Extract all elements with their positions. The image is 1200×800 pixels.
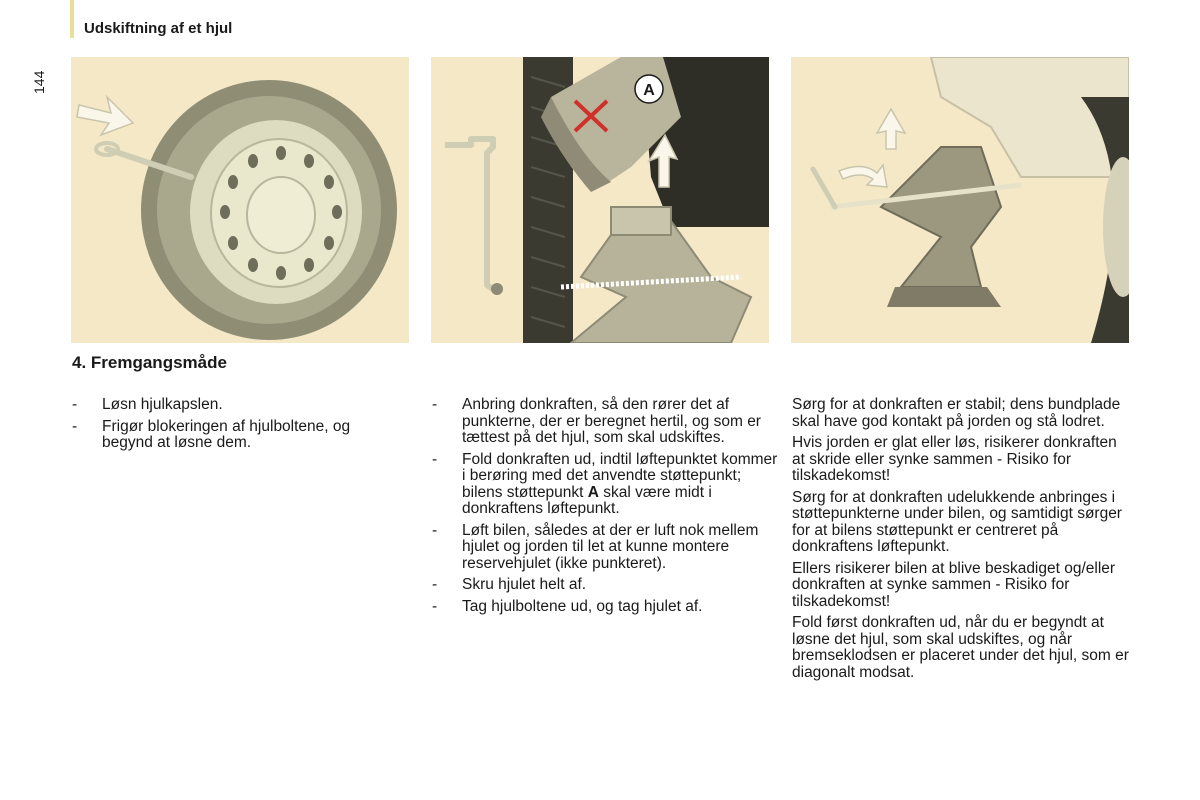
jack-drawing	[431, 57, 769, 343]
list-item-support-point	[432, 452, 782, 518]
arrow-curved-icon	[839, 165, 887, 187]
illustration-jack-support-point	[431, 57, 769, 343]
step-list-1	[72, 397, 402, 452]
jack-lift-handle	[813, 169, 835, 207]
step-list-2	[432, 397, 782, 615]
arrow-icon	[877, 109, 905, 149]
text-column-2	[432, 397, 782, 620]
jack-crank-handle	[445, 139, 493, 289]
list-item: - Løsn hjulkapslen.	[72, 397, 402, 414]
jack-bolt	[491, 283, 503, 295]
paragraph: Ellers risikerer bilen at blive beskadiget og/eller donkraften at synke sammen - Risiko for tilskadekomst!	[792, 559, 1116, 610]
list-item-text: skal være midt i donkraftens løftepunkt.	[462, 483, 712, 517]
list-item: - Anbring donkraften, så den rører det af punkterne, der er beregnet hertil, og som er tættest på det hjul, som skal udskiftes.	[432, 397, 782, 447]
page-header-title: Udskiftning af et hjul	[84, 20, 233, 37]
jack-head	[611, 207, 671, 235]
wheel-drawing	[71, 57, 409, 343]
text-column-1	[72, 397, 402, 457]
jack-lift-base	[887, 287, 1001, 307]
illustration-jack-lift	[791, 57, 1129, 343]
paragraph: Sørg for at donkraften er stabil; dens bundplade skal have god kontakt på jorden og stå lodret.	[792, 396, 1121, 430]
arrow-icon	[77, 97, 133, 135]
list-item: - Løft bilen, således at der er luft nok mellem hjulet og jorden til let at kunne montere reservehjulet (ikke punkteret).	[432, 523, 782, 573]
hub	[247, 177, 315, 253]
header-accent-bar	[70, 0, 74, 38]
illustration-wheel-hubcap	[71, 57, 409, 343]
list-item: - Tag hjulboltene ud, og tag hjulet af.	[432, 599, 782, 616]
page-number: 144	[31, 70, 47, 94]
jack-lift-body	[881, 147, 1001, 287]
list-item-text: Fold donkraften ud, indtil løftepunktet kommer i berøring med det anvendte støttepunkt; bilens støttepunkt	[462, 450, 778, 501]
paragraph: Hvis jorden er glat eller løs, risikerer donkraften at skride eller synke sammen - Risiko for tilskadekomst!	[792, 434, 1117, 484]
support-point-label: A	[587, 483, 599, 501]
callout-label: A	[643, 82, 655, 99]
list-item: - Skru hjulet helt af.	[432, 577, 782, 594]
paragraph: Sørg for at donkraften udelukkende anbringes i støttepunkterne under bilen, og samtidigt sørger for at bilens støttepunkt er centreret på donkraftens løftepunkt.	[792, 488, 1122, 555]
list-item: - Frigør blokeringen af hjulboltene, og begynd at løsne dem.	[72, 419, 402, 452]
text-column-3	[792, 397, 1132, 686]
lift-drawing	[791, 57, 1129, 343]
section-title: 4. Fremgangsmåde	[72, 353, 227, 372]
paragraph: Fold først donkraften ud, når du er begyndt at løsne det hjul, som skal udskiftes, og når bremseklodsen er placeret under det hjul, som er diagonalt modsat.	[792, 614, 1129, 681]
